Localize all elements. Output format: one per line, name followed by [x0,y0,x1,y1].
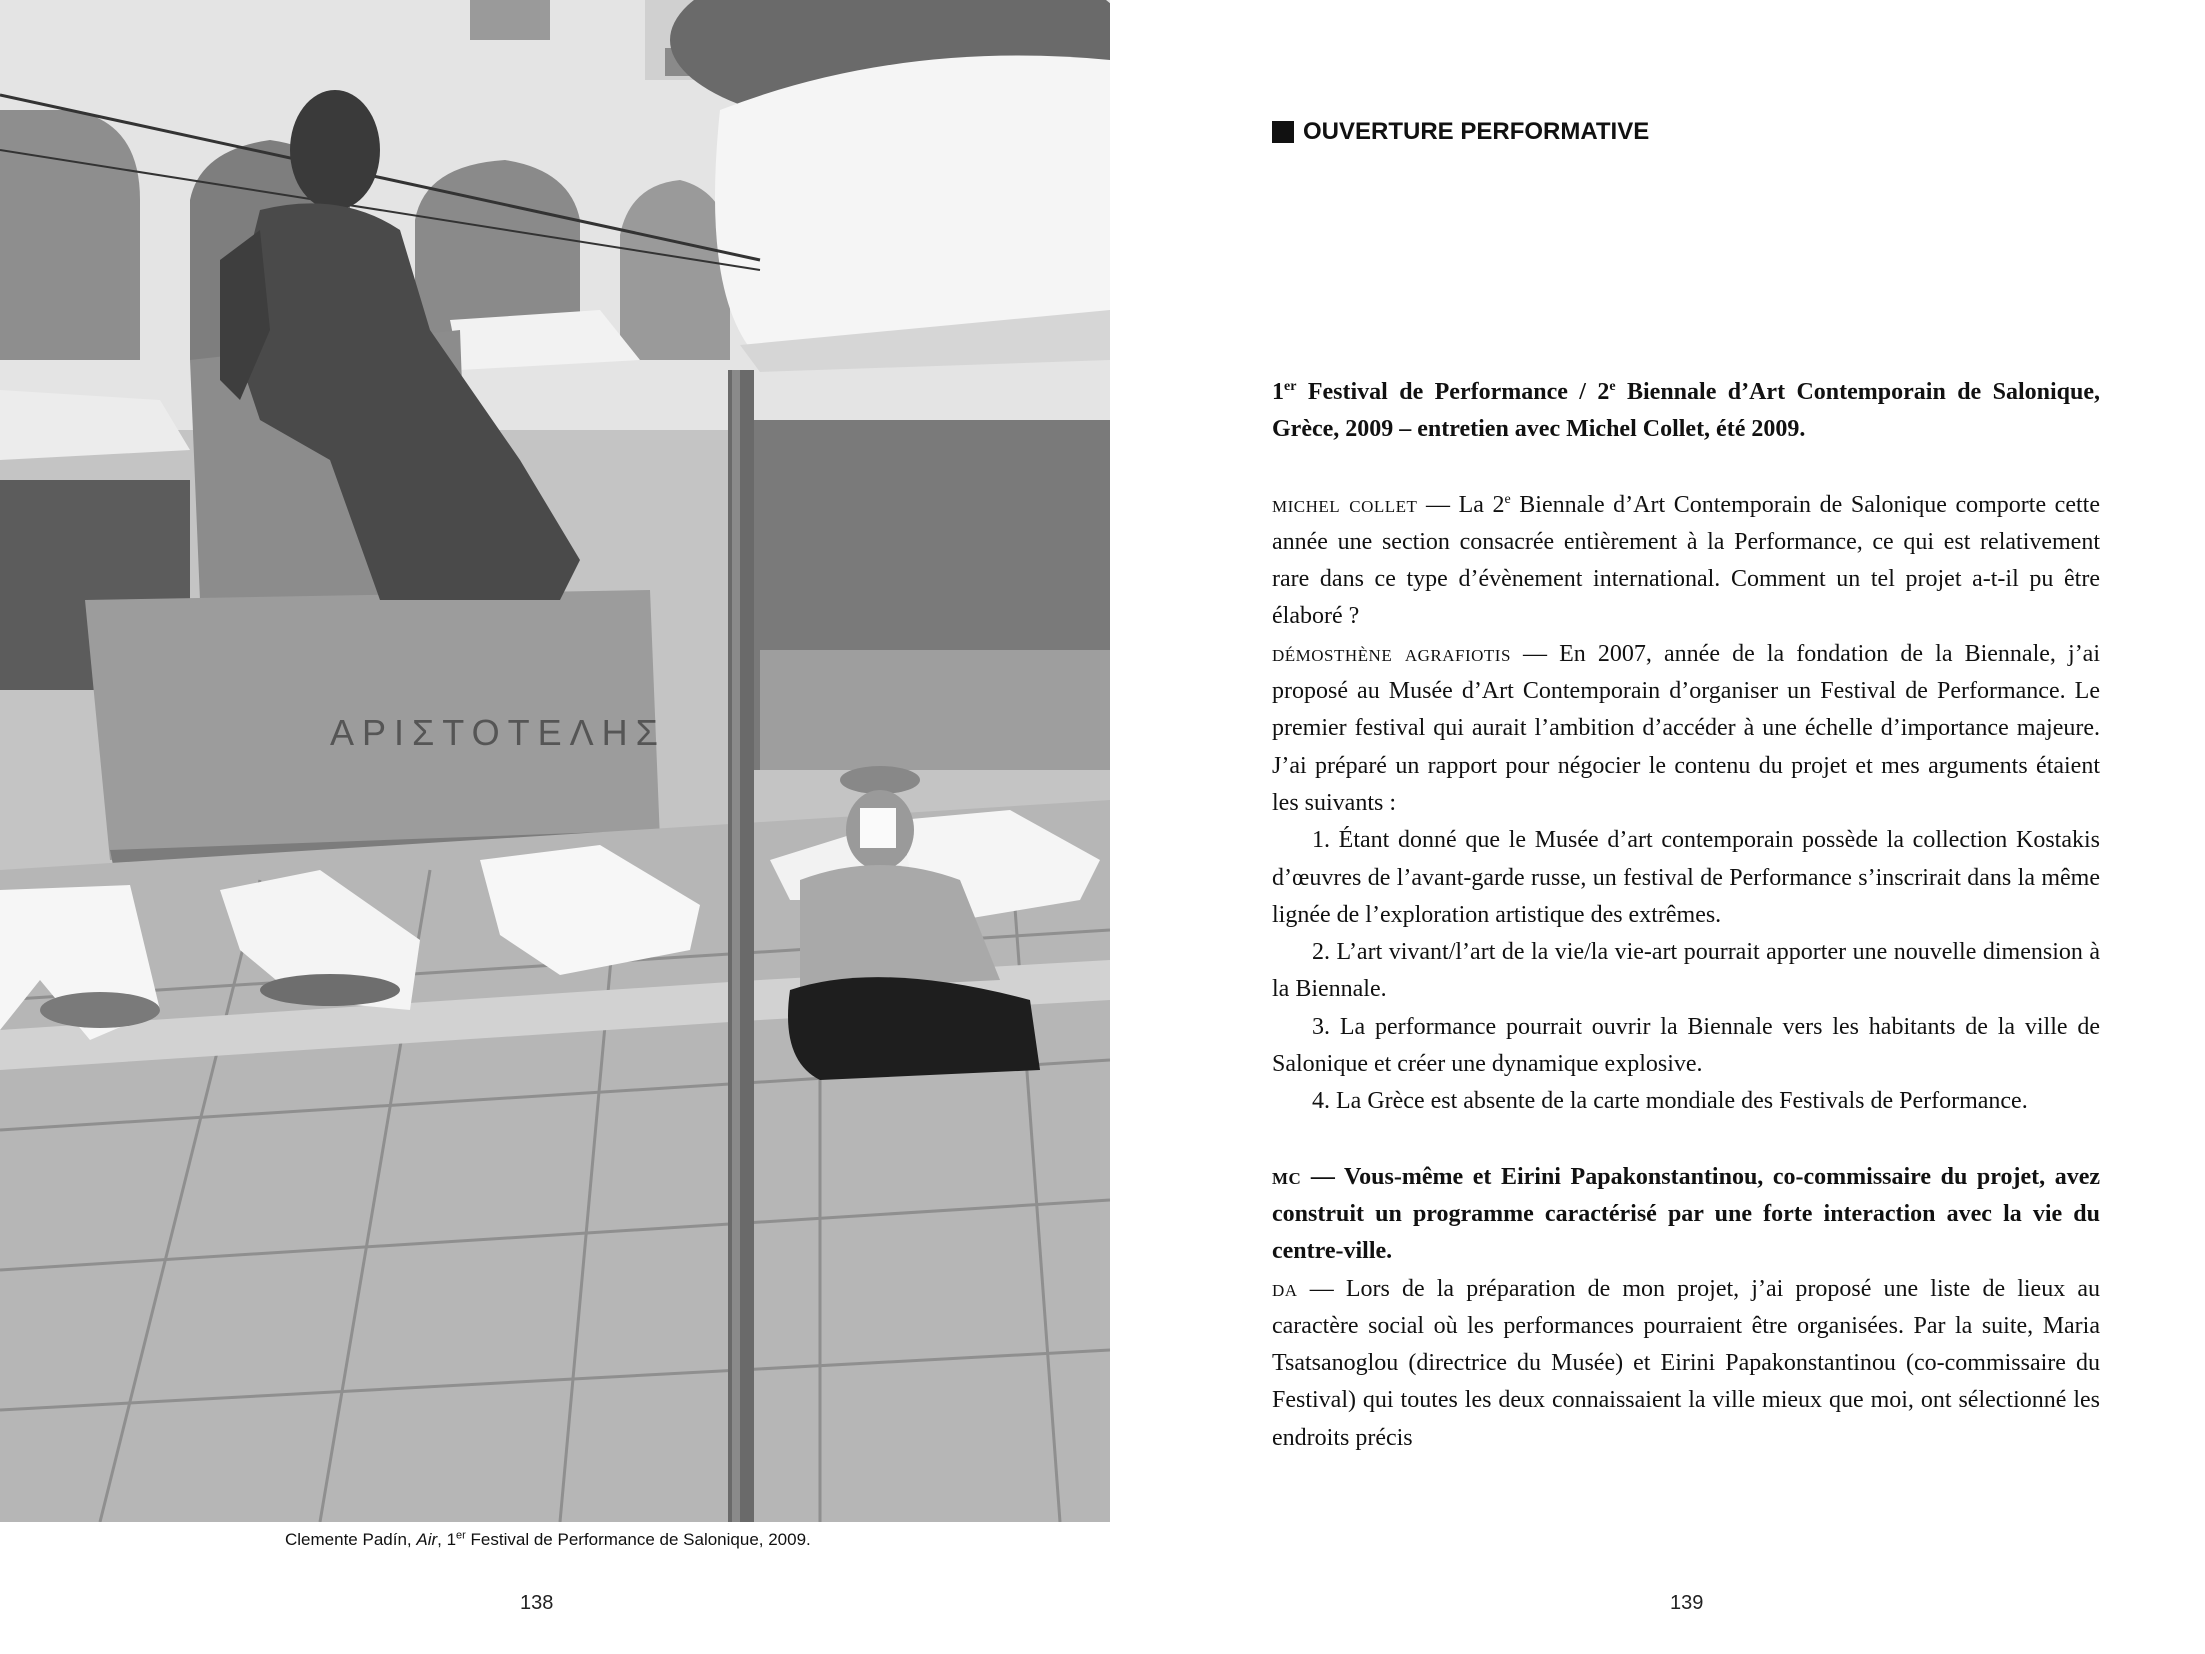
body-text [1272,374,2100,1457]
photo-illustration [0,0,1110,1522]
interview-intro: 1er Festival de Performance / 2e Biennale d’Art Contemporain de Salonique, Grèce, 2009 – entretien avec Michel Collet, été 2009. [1272,379,2100,443]
question-2: mc — Vous-même et Eirini Papakonstantinou, co-commissaire du projet, avez construit un programme caractérisé par une forte interaction avec la vie du centre-ville. [1272,1163,2100,1265]
page-number-left: 138 [520,1592,554,1614]
list-item: 1. Étant donné que le Musée d’art contemporain possède la collection Kostakis d’œuvres de l’avant-garde russe, un festival de Performance s’inscrirait dans la même lignée de l’exploration artistique des extrêmes. [1272,827,2100,928]
answer-2: da — Lors de la préparation de mon projet, j’ai proposé une liste de lieux au caractère social où les performances pourraient être organisées. Par la suite, Maria Tsatsanoglou (directrice du Musée) et Eirini Papakonstantinou (co-commissaire du Festival) qui toutes les deux connaissaient la ville mieux que moi, ont sélectionné les endroits précis [1272,1275,2100,1451]
question-1: michel collet — La 2e Biennale d’Art Contemporain de Salonique comporte cette année une section consacrée entièrement à la Performance, ce qui est relativement rare dans ce type d’évènement international. Comment un tel projet a-t-il pu être élaboré ? [1272,491,2100,630]
black-square-icon [1272,121,1294,143]
answer-1: démosthène agrafiotis — En 2007, année de la fondation de la Biennale, j’ai proposé au Musée d’Art Contemporain d’organiser un Festival de Performance. Le premier festival qui aurait l’ambition d’accéder à une échelle d’importance majeure. J’ai préparé un rapport pour négocier le contenu du projet et mes arguments étaient les suivants : [1272,640,2101,816]
list-item: 4. La Grèce est absente de la carte mondiale des Festivals de Performance. [1312,1088,2028,1115]
list-item: 3. La performance pourrait ouvrir la Biennale vers les habitants de la ville de Salonique et créer une dynamique explosive. [1272,1013,2100,1078]
photo-caption: Clemente Padín, Air, 1er Festival de Performance de Salonique, 2009. [285,1529,811,1549]
list-item: 2. L’art vivant/l’art de la vie/la vie-art pourrait apporter une nouvelle dimension à la Biennale. [1272,939,2100,1003]
speaker-name: michel collet [1272,491,1418,518]
running-head-title: OUVERTURE PERFORMATIVE [1303,118,1650,145]
statue-inscription: ΑΡΙΣΤΟΤΕΛΗΣ [330,712,666,753]
page-number-right: 139 [1670,1592,1704,1614]
speaker-name: mc [1272,1163,1302,1190]
speaker-name: da [1272,1275,1298,1302]
running-head [1272,118,1649,146]
speaker-name: démosthène agrafiotis [1272,640,1511,667]
photo-aristotle-statue-performance [0,0,1110,1522]
